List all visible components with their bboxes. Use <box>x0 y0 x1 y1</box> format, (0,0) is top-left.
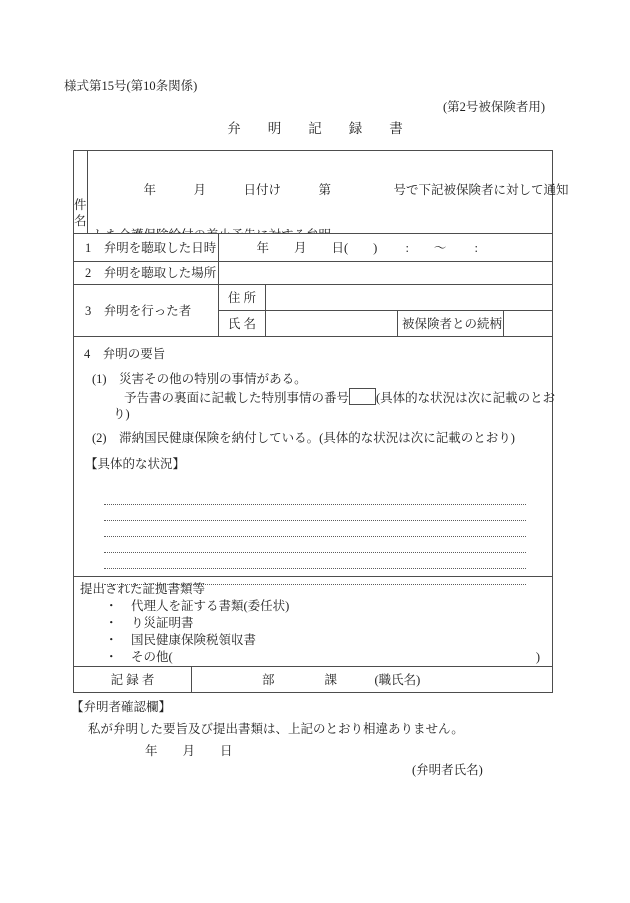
evidence-item-other <box>80 649 540 666</box>
confirmation-statement: 私が弁明した要旨及び提出書類は、上記のとおり相違ありません。 <box>88 722 464 736</box>
declarant-address-row <box>219 285 552 311</box>
recorder-field[interactable]: 部 課 (職氏名) <box>262 672 421 687</box>
hearing-datetime-row <box>74 234 552 262</box>
situation-write-in-line[interactable] <box>104 521 526 537</box>
subject-label: 件 名 <box>74 151 88 274</box>
bullet-icon: ・ <box>105 599 118 613</box>
gist-item2-line1: (2) 滞納国民健康保険を納付している。(具体的な状況は次に記載のとおり) <box>92 431 515 445</box>
bullet-icon: ・ <box>105 650 118 664</box>
evidence-heading: 提出された証拠書類等 <box>80 582 206 596</box>
gist-item1-line2-pre: 予告書の裏面に記載した特別事情の番号 <box>124 391 350 405</box>
hearing-place-label: 2 弁明を聴取した場所 <box>74 262 219 284</box>
evidence-item <box>80 632 540 649</box>
evidence-item-text: 代理人を証する書類(委任状) <box>131 599 290 613</box>
address-label: 住 所 <box>219 285 266 310</box>
relation-field[interactable] <box>504 311 552 336</box>
evidence-item-text: その他( <box>131 650 173 664</box>
gist-item1-line2-post: (具体的な状況は次に記載のとお <box>376 391 556 405</box>
evidence-item <box>80 598 540 615</box>
gist-item1-line2 <box>84 388 556 406</box>
subject-text-line1: 年 月 日付け 第 号で下記被保険者に対して通知 <box>93 183 569 197</box>
declarant-details <box>219 285 552 336</box>
hearing-place-row <box>74 262 552 285</box>
evidence-section <box>74 577 552 667</box>
evidence-item-other-left <box>105 649 173 666</box>
hearing-datetime-label: 1 弁明を聴取した日時 <box>74 234 219 261</box>
relation-label: 被保険者との続柄 <box>398 311 504 336</box>
record-table <box>73 233 556 693</box>
declarant-label: 3 弁明を行った者 <box>74 285 219 336</box>
page-title: 弁 明 記 録 書 <box>227 121 403 136</box>
gist-item1-line1: (1) 災害その他の特別の事情がある。 <box>92 372 307 386</box>
gist-item1-line3: り) <box>113 407 130 421</box>
declarant-row <box>74 285 552 337</box>
bullet-icon: ・ <box>105 616 118 630</box>
recorder-label: 記 録 者 <box>74 667 192 692</box>
bullet-icon: ・ <box>105 633 118 647</box>
situation-write-in-line[interactable] <box>104 489 526 505</box>
declarant-signature-label: (弁明者氏名) <box>412 763 483 777</box>
hearing-datetime-field[interactable]: 年 月 日( ) : ～ : <box>219 240 479 255</box>
declarant-name-field[interactable] <box>266 311 398 336</box>
special-reason-number-box[interactable] <box>349 388 376 405</box>
situation-write-in-line[interactable] <box>104 505 526 521</box>
evidence-item <box>80 615 540 632</box>
address-field[interactable] <box>266 285 552 310</box>
evidence-item-text: 国民健康保険税領収書 <box>131 633 257 647</box>
evidence-item-text: り災証明書 <box>131 616 194 630</box>
situation-write-in-area[interactable] <box>84 489 540 585</box>
audience-note: (第2号被保険者用) <box>443 100 546 114</box>
gist-section <box>74 337 556 577</box>
confirmation-heading: 【弁明者確認欄】 <box>71 700 172 714</box>
form-number: 様式第15号(第10条関係) <box>64 79 198 93</box>
hearing-place-field[interactable] <box>219 262 552 284</box>
situation-heading: 【具体的な状況】 <box>85 457 186 471</box>
situation-write-in-line[interactable] <box>104 537 526 553</box>
name-label: 氏 名 <box>219 311 266 336</box>
declarant-name-row <box>219 311 552 336</box>
gist-heading: 4 弁明の要旨 <box>84 347 166 361</box>
situation-write-in-line[interactable] <box>104 553 526 569</box>
evidence-other-close-paren: ) <box>535 650 540 664</box>
recorder-row <box>74 667 552 692</box>
confirmation-date-field[interactable]: 年 月 日 <box>145 744 233 758</box>
